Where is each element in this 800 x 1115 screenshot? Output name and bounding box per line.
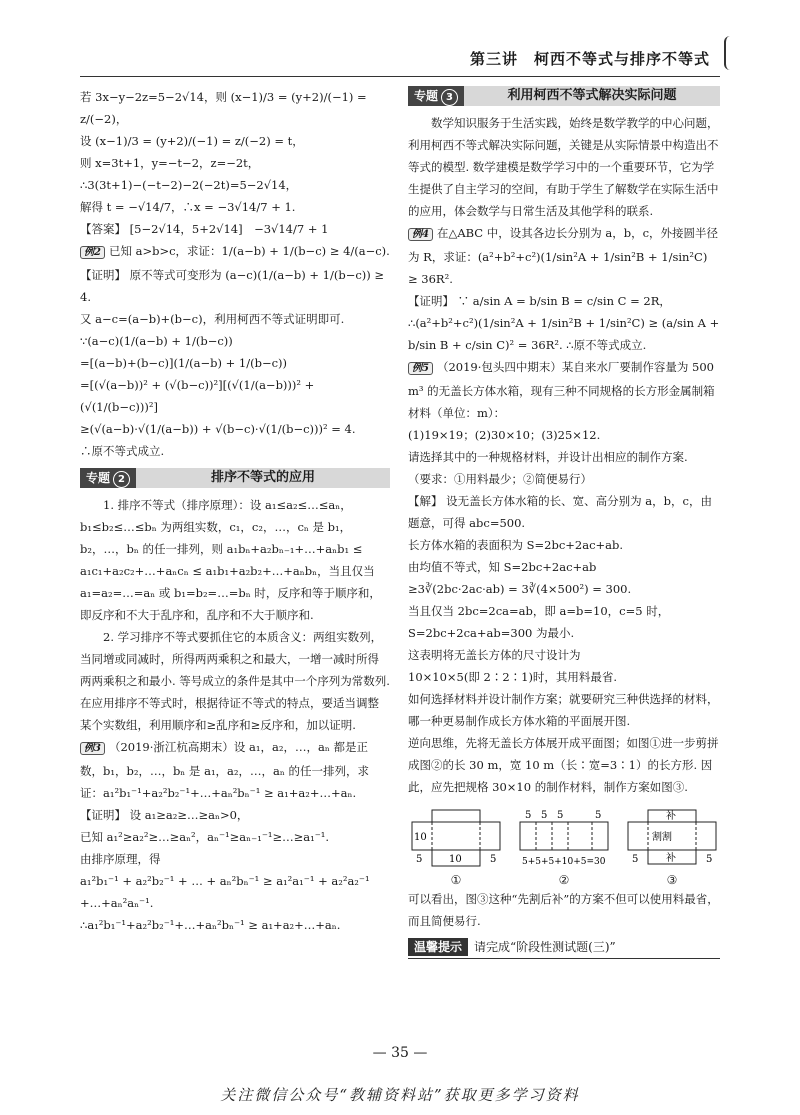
proof-line: =[(a−b)+(b−c)](1/(a−b) + 1/(b−c)) (80, 356, 288, 370)
text-line: （要求：①用料最少；②简便易行） (408, 472, 592, 486)
diagram-3-figure (624, 806, 720, 872)
example-5-label: 例5 (408, 362, 433, 375)
text-line: 若 3x−y−2z=5−2√14，则 (x−1)/3 = (y+2)/(−1) = z/(−2)， (80, 90, 367, 126)
topic-2-title: 排序不等式的应用 (211, 470, 316, 485)
footer-note: 关注微信公众号“教辅资料站”获取更多学习资料 (220, 1086, 580, 1104)
topic-3-tag: 专题 3 (408, 86, 464, 106)
text-line: 设 (x−1)/3 = (y+2)/(−1) = z/(−2) = t， (80, 134, 304, 148)
warm-tip-label: 温馨提示 (408, 938, 468, 956)
solution-line: ≥3∛(2bc·2ac·ab) = 3∛(4×500²) = 300. (408, 582, 632, 596)
diagram-3-left-label: 5 (632, 854, 639, 865)
proof-line: ∴(a²+b²+c²)(1/sin²A + 1/sin²B + 1/sin²C) ≥ (a/sin A + b/sin B + c/sin C)² = 36R². ∴原不等式成立. (408, 316, 720, 352)
diagram-3-top-label: 补 (666, 811, 676, 822)
diagram-2-figure (516, 806, 612, 872)
net-diagrams (408, 806, 720, 888)
text-line: (1)19×19；(2)30×10；(3)25×12. (408, 428, 601, 442)
diagram-1-figure (408, 806, 504, 872)
left-column (80, 86, 390, 936)
diagram-2-top-label: 5 (541, 810, 548, 821)
topic-2-tag: 专题 2 (80, 468, 136, 488)
conclusion: 可以看出，图③这种“先割后补”的方案不但可以使用料最省，而且简便易行. (408, 892, 719, 928)
proof-line: =[(√(a−b))² + (√(b−c))²][(√(1/(a−b)))² + (√(1/(b−c)))²] (80, 378, 315, 414)
header-ornament (724, 36, 732, 70)
example-3-label: 例3 (80, 742, 105, 755)
solution-line: 当且仅当 2bc=2ca=ab，即 a=b=10，c=5 时，S=2bc+2ca+ab=300 为最小. (408, 604, 670, 640)
proof-line: 【证明】 原不等式可变形为 (a−c)(1/(a−b) + 1/(b−c)) ≥ 4. (80, 268, 385, 304)
text-line: 请选择其中的一种规格材料，并设计出相应的制作方案. (408, 450, 688, 464)
example-2-label: 例2 (80, 246, 105, 259)
proof-line: ≥(√(a−b)·√(1/(a−b)) + √(b−c)·√(1/(b−c)))² = 4. (80, 422, 356, 436)
example-4 (408, 222, 720, 290)
solution-line: 【解】 设无盖长方体水箱的长、宽、高分别为 a，b，c，由题意，可得 abc=500. (408, 494, 712, 530)
diagram-3-bottom-label: 补 (666, 853, 676, 864)
proof-line: 【证明】 ∵ a/sin A = b/sin B = c/sin C = 2R， (408, 294, 671, 308)
diagram-2 (516, 806, 612, 888)
example-5 (408, 356, 720, 424)
paragraph-sorting-principle: 1. 排序不等式（排序原理）：设 a₁≤a₂≤…≤aₙ，b₁≤b₂≤…≤bₙ 为两组实数，c₁，c₂，…，cₙ 是 b₁，b₂，…，bₙ 的任一排列，则 a₁bₙ+a₂bₙ₋₁+…+aₙb₁ ≤ a₁c₁+a₂c₂+…+aₙcₙ ≤ a₁b₁+a₂b₂+…+aₙbₙ，当且仅当 a₁=a₂=…=aₙ 或 b₁=b₂=…=bₙ 时，反序和等于顺序和，即反序和不大于乱序和，乱序和不大于顺序和. (80, 498, 381, 622)
diagram-1-bottom-label: 10 (449, 854, 462, 865)
warm-tip (408, 936, 720, 959)
diagram-3 (624, 806, 720, 888)
diagram-2-bottom-label: 5+5+5+10+5=30 (522, 857, 606, 867)
solution-line: 由均值不等式，知 S=2bc+2ac+ab (408, 560, 597, 574)
text-line: 则 x=3t+1，y=−t−2，z=−2t， (80, 156, 260, 170)
proof-line: ∴原不等式成立. (80, 444, 165, 458)
topic-3-banner (408, 86, 720, 106)
proof-line: ∴a₁²b₁⁻¹+a₂²b₂⁻¹+…+aₙ²bₙ⁻¹ ≥ a₁+a₂+…+aₙ. (80, 918, 341, 932)
diagram-1-bottom-right-label: 5 (490, 854, 497, 865)
paragraph-intro: 数学知识服务于生活实践，始终是数学教学的中心问题，利用柯西不等式解决实际问题，关键是从实际情景中构造出不等式的模型. 数学建模是数学学习中的一个重要环节，它为学生提供了自主学习的空间，有助于学生了解数学在实际生活中的应用，体会数学与日常生活及其他学科的联系. (408, 116, 719, 218)
diagram-1-caption: ① (450, 873, 462, 887)
proof-line: 已知 a₁²≥a₂²≥…≥aₙ²，aₙ⁻¹≥aₙ₋₁⁻¹≥…≥a₁⁻¹. (80, 830, 330, 844)
text-line: ∴3(3t+1)−(−t−2)−2(−2t)=5−2√14， (80, 178, 298, 192)
diagram-2-top-label: 5 (595, 810, 602, 821)
example-3 (80, 736, 390, 804)
proof-line: a₁²b₁⁻¹ + a₂²b₂⁻¹ + … + aₙ²bₙ⁻¹ ≥ a₁²a₁⁻¹ + a₂²a₂⁻¹ +…+aₙ²aₙ⁻¹. (80, 874, 370, 910)
text-line: 解得 t = −√14/7，∴x = −3√14/7 + 1. (80, 200, 296, 214)
diagram-1 (408, 806, 504, 888)
topic-2-number: 2 (113, 471, 130, 488)
solution-line: 逆向思维，先将无盖长方体展开成平面图；如图①进一步剪拼成图②的长 30 m，宽 10 m（长∶宽=3∶1）的长方形. 因此，应先把规格 30×10 的制作材料，制作方案如图③. (408, 736, 719, 794)
diagram-3-caption: ③ (666, 873, 678, 887)
example-2 (80, 240, 390, 264)
diagram-1-bottom-left-label: 5 (416, 854, 423, 865)
proof-line: ∵(a−c)(1/(a−b) + 1/(b−c)) (80, 334, 233, 348)
diagram-3-right-label: 5 (706, 854, 713, 865)
topic-2-banner (80, 468, 390, 488)
diagram-2-top-label: 5 (557, 810, 564, 821)
page-header-title: 第三讲 柯西不等式与排序不等式 (470, 50, 711, 68)
diagram-3-middle-label: 割割 (652, 832, 672, 843)
topic-3-number: 3 (441, 89, 458, 106)
answer-line: 【答案】 [5−2√14，5+2√14] −3√14/7 + 1 (80, 222, 329, 236)
proof-line: 又 a−c=(a−b)+(b−c)，利用柯西不等式证明即可. (80, 312, 345, 326)
example-4-text: 在△ABC 中，设其各边长分别为 a，b，c，外接圆半径为 R，求证：(a²+b²+c²)(1/sin²A + 1/sin²B + 1/sin²C) ≥ 36R². (408, 226, 719, 286)
example-2-text: 已知 a>b>c，求证：1/(a−b) + 1/(b−c) ≥ 4/(a−c). (108, 244, 390, 258)
solution-line: 这表明将无盖长方体的尺寸设计为 (408, 648, 581, 662)
solution-line: 如何选择材料并设计制作方案；就要研究三种供选择的材料，哪一种更易制作成长方体水箱的平面展开图. (408, 692, 719, 728)
solution-line: 长方体水箱的表面积为 S=2bc+2ac+ab. (408, 538, 624, 552)
example-3-text: （2019·浙江杭高期末）设 a₁，a₂，…，aₙ 都是正数，b₁，b₂，…，bₙ 是 a₁，a₂，…，aₙ 的任一排列，求证：a₁²b₁⁻¹+a₂²b₂⁻¹+…+aₙ²bₙ⁻¹ ≥ a₁+a₂+…+aₙ. (80, 740, 370, 800)
header-rule (80, 76, 720, 77)
topic-3-title: 利用柯西不等式解决实际问题 (507, 88, 677, 103)
example-5-text: （2019·包头四中期末）某自来水厂要制作容量为 500 m³ 的无盖长方体水箱，现有三种不同规格的长方形金属制箱材料（单位：m）： (408, 360, 715, 420)
warm-tip-text: 请完成“阶段性测试题(三)” (474, 940, 616, 954)
right-column (408, 86, 720, 959)
example-4-label: 例4 (408, 228, 433, 241)
diagram-1-left-label: 10 (414, 832, 427, 843)
diagram-2-top-label: 5 (525, 810, 532, 821)
page-number: — 35 — (372, 1045, 428, 1061)
proof-line: 由排序原理，得 (80, 852, 161, 866)
solution-line: 10×10×5(即 2∶2∶1)时，其用料最省. (408, 670, 618, 684)
diagram-2-caption: ② (558, 873, 570, 887)
paragraph-sorting-essence: 2. 学习排序不等式要抓住它的本质含义：两组实数列，当同增或同减时，所得两两乘积之和最大，一增一减时所得两两乘积之和最小. 等号成立的条件是其中一个序列为常数列. 在应用排序不等式时，根据待证不等式的特点，要适当调整某个实数组，利用顺序和≥乱序和≥反序和，加以证明. (80, 630, 390, 732)
proof-line: 【证明】 设 a₁≥a₂≥…≥aₙ>0， (80, 808, 249, 822)
